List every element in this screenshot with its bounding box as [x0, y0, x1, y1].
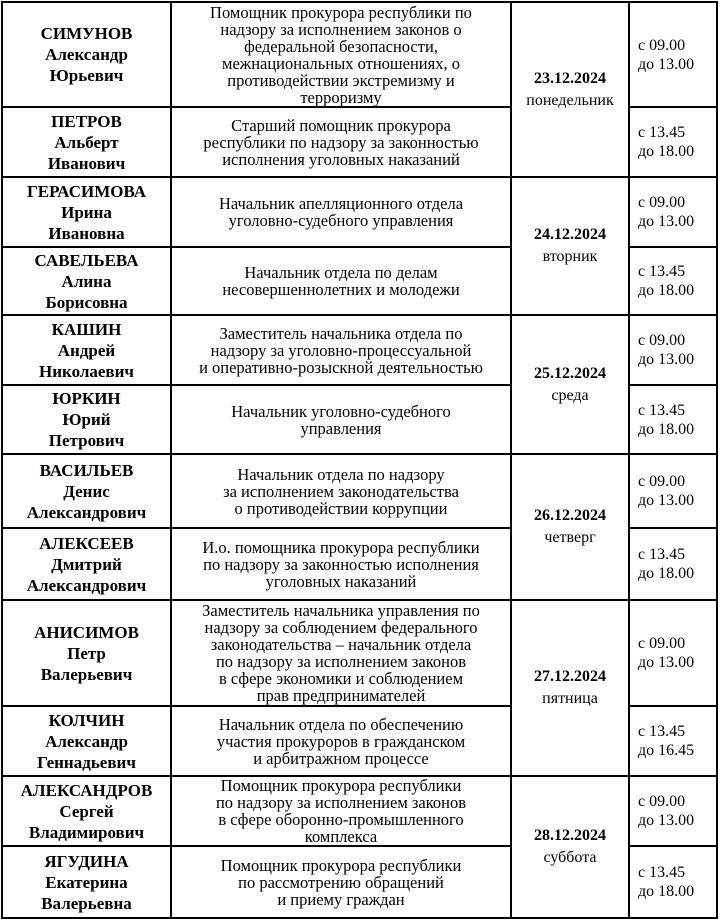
first-name: Алина	[61, 271, 112, 291]
official-position	[171, 846, 511, 918]
reception-time	[629, 177, 717, 247]
official-name	[2, 600, 171, 706]
position-line: по надзору за исполнением законов	[215, 652, 467, 671]
position-line: Начальник отдела по делам	[244, 263, 438, 282]
official-name	[2, 528, 171, 600]
first-name: Петр	[67, 643, 106, 663]
position-line: Помощник прокурора республики	[220, 776, 462, 795]
surname: САВЕЛЬЕВА	[34, 250, 139, 270]
reception-time	[629, 385, 717, 454]
weekday: четверг	[544, 529, 596, 546]
date-value: 24.12.2024	[534, 226, 606, 243]
date-value: 28.12.2024	[534, 827, 606, 844]
time-to: до 18.00	[638, 565, 695, 582]
reception-date	[511, 2, 629, 177]
first-name: Юрий	[62, 410, 111, 429]
position-line: несовершеннолетних и молодежи	[222, 280, 460, 299]
position-line: Начальник отдела по обеспечению	[218, 714, 464, 734]
position-line: за исполнением законодательства	[223, 481, 459, 501]
table-row	[2, 454, 717, 528]
surname: ВАСИЛЬЕВ	[39, 460, 134, 480]
first-name: Денис	[63, 481, 110, 501]
position-line: управления	[300, 418, 382, 438]
position-line: по надзору за законностью исполнения	[203, 554, 479, 574]
position-line: законодательства – начальник отдела	[210, 635, 472, 654]
position-line: по надзору за исполнением законов	[215, 793, 467, 812]
position-line: Помощник прокурора республики по	[210, 2, 472, 22]
patronymic: Валерьевич	[40, 664, 133, 684]
time-from: с 09.00	[638, 194, 686, 211]
official-name	[2, 776, 171, 846]
patronymic: Борисовна	[45, 292, 128, 312]
reception-schedule-table	[1, 1, 718, 919]
official-name	[2, 2, 171, 107]
position-line: межнациональных отношениях, о	[222, 53, 460, 73]
patronymic: Петрович	[48, 431, 125, 450]
first-name: Александр	[45, 45, 128, 64]
position-line: по рассмотрению обращений	[238, 872, 444, 892]
time-to: до 18.00	[638, 282, 695, 299]
position-line: И.о. помощника прокурора республики	[202, 537, 480, 557]
schedule-body	[2, 2, 717, 918]
table-row	[2, 600, 717, 706]
official-position	[171, 528, 511, 600]
time-from: с 09.00	[638, 36, 686, 54]
official-position	[171, 600, 511, 706]
official-position	[171, 107, 511, 177]
first-name: Сергей	[59, 801, 114, 821]
weekday: суббота	[543, 849, 597, 866]
position-line: надзору за исполнением законов о	[220, 19, 462, 39]
time-to: до 13.00	[638, 654, 695, 671]
time-from: с 13.45	[638, 263, 686, 280]
time-to: до 13.00	[638, 213, 695, 230]
official-position	[171, 177, 511, 247]
position-line: Заместитель начальника отдела по	[219, 323, 463, 343]
surname: КОЛЧИН	[48, 710, 125, 730]
position-line: участия прокуроров в гражданском	[216, 731, 466, 751]
reception-time	[629, 600, 717, 706]
surname: АЛЕКСАНДРОВ	[20, 780, 153, 800]
reception-time	[629, 776, 717, 846]
table-row	[2, 776, 717, 846]
weekday: вторник	[542, 248, 598, 265]
position-line: уголовно-судебного управления	[228, 211, 454, 230]
position-line: комплекса	[304, 827, 378, 846]
patronymic: Владимирович	[28, 822, 145, 842]
position-line: Помощник прокурора республики	[220, 855, 462, 875]
date-value: 26.12.2024	[534, 507, 606, 524]
patronymic: Николаевич	[38, 361, 134, 381]
first-name: Альберт	[54, 132, 119, 152]
position-line: и оперативно-розыскной деятельностью	[199, 357, 483, 377]
time-from: с 09.00	[638, 793, 686, 810]
weekday: среда	[551, 386, 589, 404]
reception-date	[511, 600, 629, 776]
position-line: Начальник апелляционного отдела	[218, 194, 464, 213]
surname: ГЕРАСИМОВА	[26, 181, 147, 201]
position-line: надзору за уголовно-процессуальной	[210, 340, 472, 360]
weekday: пятница	[542, 690, 598, 707]
reception-time	[629, 107, 717, 177]
reception-time	[629, 2, 717, 107]
official-position	[171, 247, 511, 315]
date-value: 25.12.2024	[534, 364, 606, 382]
time-from: с 09.00	[638, 473, 686, 490]
position-line: исполнения уголовных наказаний	[222, 149, 460, 169]
surname: КАШИН	[51, 319, 122, 339]
patronymic: Александрович	[26, 502, 147, 522]
reception-date	[511, 315, 629, 454]
surname: ЯГУДИНА	[44, 851, 129, 871]
time-to: до 13.00	[638, 492, 695, 509]
reception-time	[629, 247, 717, 315]
position-line: Старший помощник прокурора	[231, 115, 451, 135]
official-name	[2, 846, 171, 918]
position-line: республики по надзору за законностью	[203, 132, 479, 152]
position-line: надзору за соблюдением федерального	[204, 618, 478, 637]
position-line: и арбитражном процессе	[253, 748, 429, 768]
first-name: Ирина	[61, 202, 112, 222]
official-name	[2, 247, 171, 315]
position-line: противодействии экстремизму и	[227, 70, 455, 90]
official-position	[171, 454, 511, 528]
patronymic: Юрьевич	[49, 66, 124, 85]
table-row	[2, 2, 717, 107]
position-line: терроризму	[300, 87, 382, 107]
official-name	[2, 706, 171, 776]
position-line: федеральной безопасности,	[244, 36, 438, 56]
position-line: Начальник уголовно-судебного	[231, 401, 451, 421]
time-to: до 13.00	[638, 55, 695, 73]
time-from: с 13.45	[638, 124, 686, 141]
time-from: с 13.45	[638, 401, 686, 419]
patronymic: Александрович	[26, 575, 147, 595]
time-to: до 13.00	[638, 351, 695, 368]
position-line: в сфере экономики и соблюдением	[218, 669, 464, 688]
first-name: Екатерина	[45, 872, 128, 892]
time-to: до 16.45	[638, 742, 695, 759]
time-from: с 09.00	[638, 332, 686, 349]
official-name	[2, 385, 171, 454]
patronymic: Ивановна	[48, 223, 125, 243]
reception-time	[629, 528, 717, 600]
surname: СИМУНОВ	[40, 24, 133, 43]
surname: АЛЕКСЕЕВ	[39, 533, 134, 553]
position-line: уголовных наказаний	[265, 571, 417, 591]
time-from: с 13.45	[638, 864, 686, 881]
official-name	[2, 454, 171, 528]
surname: ПЕТРОВ	[51, 111, 122, 131]
table-row	[2, 315, 717, 385]
reception-time	[629, 706, 717, 776]
time-to: до 13.00	[638, 812, 695, 829]
official-name	[2, 315, 171, 385]
time-to: до 18.00	[638, 883, 695, 900]
official-position	[171, 385, 511, 454]
official-position	[171, 315, 511, 385]
reception-date	[511, 776, 629, 918]
patronymic: Геннадьевич	[37, 752, 136, 772]
date-value: 23.12.2024	[534, 69, 606, 87]
patronymic: Иванович	[47, 153, 126, 173]
position-line: Начальник отдела по надзору	[237, 464, 445, 484]
official-position	[171, 706, 511, 776]
reception-time	[629, 846, 717, 918]
time-from: с 09.00	[638, 635, 686, 652]
first-name: Андрей	[57, 340, 116, 360]
surname: АНИСИМОВ	[34, 622, 139, 642]
time-to: до 18.00	[638, 143, 695, 160]
official-name	[2, 107, 171, 177]
patronymic: Валерьевна	[41, 893, 132, 913]
weekday: понедельник	[526, 91, 614, 109]
time-to: до 18.00	[638, 420, 695, 438]
first-name: Александр	[45, 731, 128, 751]
time-from: с 13.45	[638, 546, 686, 563]
position-line: прав предпринимателей	[256, 686, 426, 705]
reception-time	[629, 315, 717, 385]
surname: ЮРКИН	[52, 389, 121, 408]
position-line: в сфере оборонно-промышленного	[218, 810, 464, 829]
reception-date	[511, 177, 629, 315]
table-row	[2, 177, 717, 247]
date-value: 27.12.2024	[534, 668, 606, 685]
official-position	[171, 776, 511, 846]
reception-date	[511, 454, 629, 600]
position-line: и приему граждан	[277, 889, 405, 909]
official-name	[2, 177, 171, 247]
official-position	[171, 2, 511, 107]
first-name: Дмитрий	[51, 554, 122, 574]
reception-time	[629, 454, 717, 528]
time-from: с 13.45	[638, 723, 686, 740]
position-line: Заместитель начальника управления по	[202, 601, 480, 620]
position-line: о противодействии коррупции	[234, 498, 448, 518]
